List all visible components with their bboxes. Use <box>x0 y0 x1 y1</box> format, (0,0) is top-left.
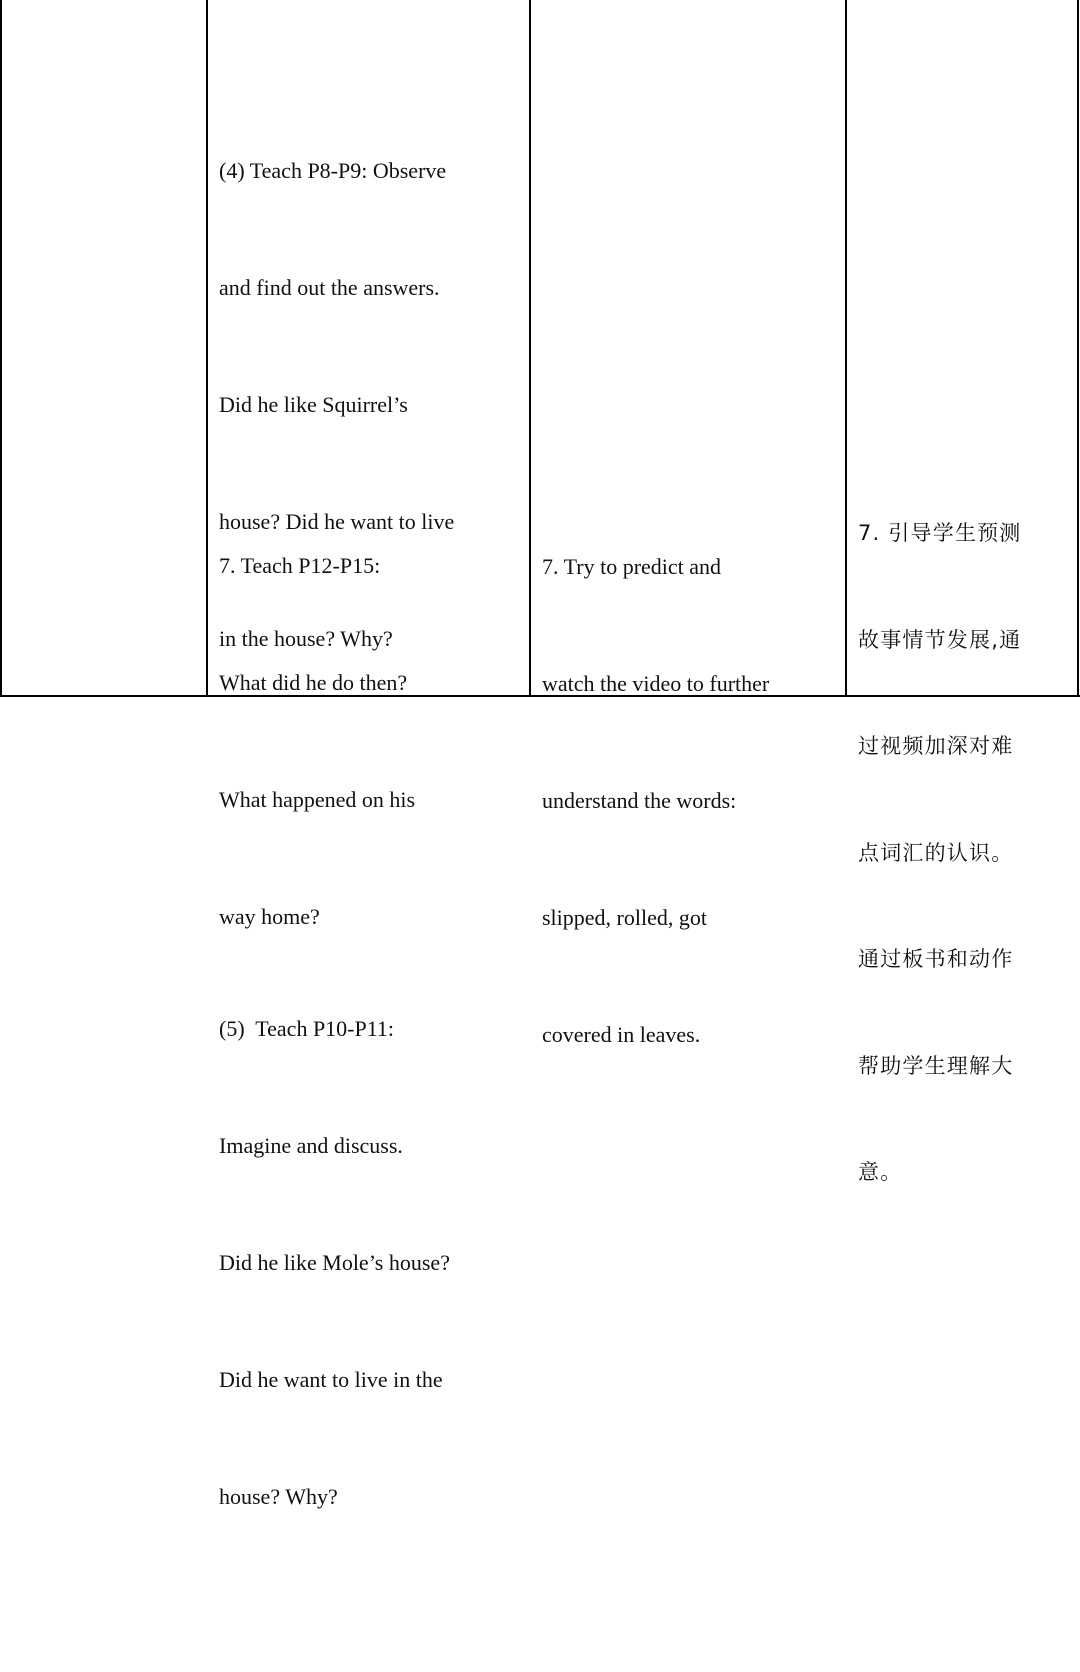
text-line: 过视频加深对难 <box>858 734 1014 758</box>
table-border-left <box>0 0 2 697</box>
text-line: What did he do then? <box>219 670 408 695</box>
teach-p12-p15-block <box>219 468 415 1014</box>
text-line: (5) Teach P10-P11: <box>219 1016 395 1041</box>
table-column-divider-1 <box>206 0 208 697</box>
table-column-divider-2 <box>529 0 531 697</box>
text-line: What happened on his <box>219 787 416 812</box>
text-line: Did he like Squirrel’s <box>219 392 408 417</box>
text-line: in the house? Why? <box>219 626 393 651</box>
text-line: 通过板书和动作 <box>858 947 1014 971</box>
text-line: covered in leaves. <box>542 1022 701 1047</box>
student-activity-cell <box>542 469 769 1132</box>
text-line: 意。 <box>858 1160 903 1184</box>
text-line: Imagine and discuss. <box>219 1133 403 1158</box>
text-line: slipped, rolled, got <box>542 905 707 930</box>
text-line: Did he like Mole’s house? <box>219 1250 450 1275</box>
text-line: and find out the answers. <box>219 275 440 300</box>
text-line: watch the video to further <box>542 671 770 696</box>
text-line: way home? <box>219 904 320 929</box>
text-line: house? Why? <box>219 1484 338 1509</box>
table-border-right <box>1077 0 1079 697</box>
text-line: 7. 引导学生预测 <box>858 521 1022 545</box>
text-line: 7. Try to predict and <box>542 554 722 579</box>
teach-p10-p11-block <box>219 931 454 1594</box>
text-line: house? Did he want to live <box>219 509 455 534</box>
text-line: 点词汇的认识。 <box>858 840 1014 865</box>
text-line: 故事情节发展,通 <box>858 627 1022 652</box>
text-line: Did he want to live in the <box>219 1367 443 1392</box>
text-line: understand the words: <box>542 788 737 813</box>
design-purpose-cell <box>858 445 1022 1262</box>
text-line: (4) Teach P8-P9: Observe <box>219 158 447 183</box>
text-line: 帮助学生理解大 <box>858 1053 1014 1078</box>
text-line: 7. Teach P12-P15: <box>219 553 381 578</box>
table-column-divider-3 <box>845 0 847 697</box>
